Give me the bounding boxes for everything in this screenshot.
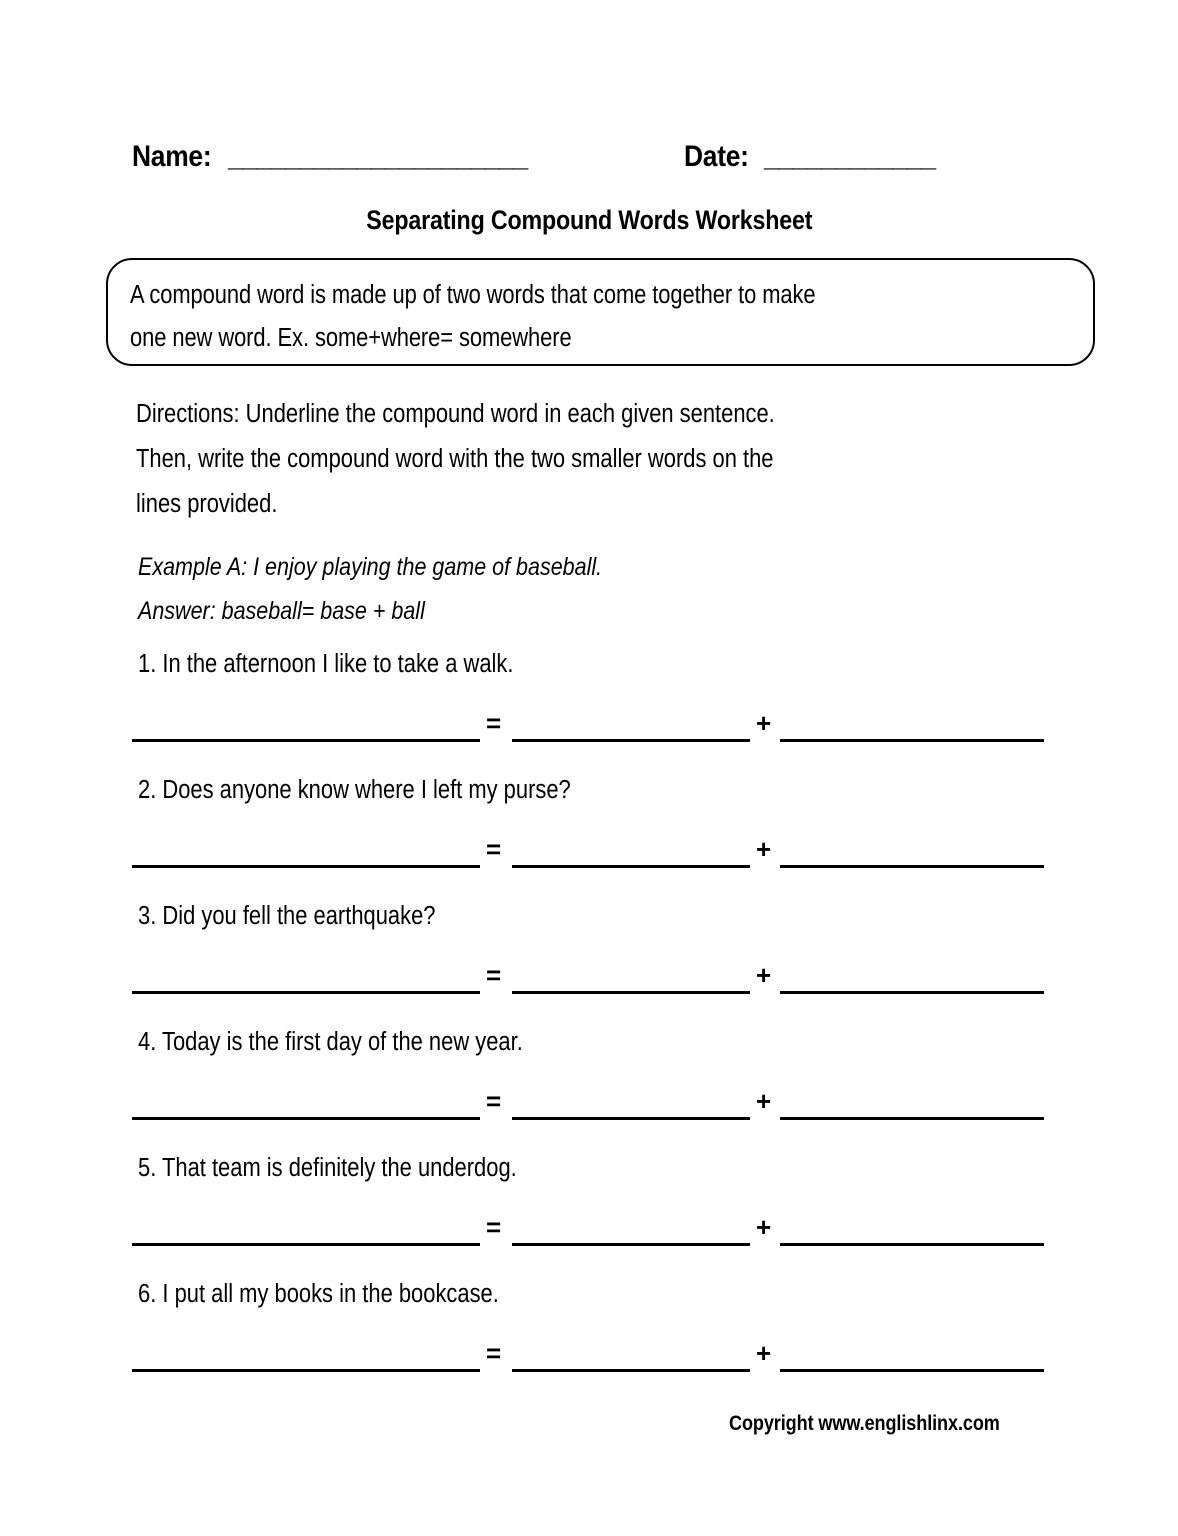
copyright-notice [0, 1412, 1044, 1436]
name-label: Name: [132, 140, 212, 173]
plus-sign: + [756, 1338, 772, 1368]
answer-blank-1[interactable] [132, 991, 480, 994]
definition-line-1: A compound word is made up of two words that come together to make [130, 281, 816, 309]
question-text [138, 650, 575, 679]
answer-row [132, 836, 1044, 876]
answer-blank-1[interactable] [132, 739, 480, 742]
answer-row [132, 710, 1044, 750]
page-title-text: Separating Compound Words Worksheet [366, 205, 812, 235]
answer-blank-3[interactable] [780, 1369, 1044, 1372]
question-sentence: 4. Today is the first day of the new year. [138, 1028, 523, 1056]
question-block [0, 1154, 1178, 1280]
question-sentence: 5. That team is definitely the underdog. [138, 1154, 517, 1182]
question-sentence: 3. Did you fell the earthquake? [138, 902, 436, 930]
question-block [0, 650, 1178, 776]
answer-blank-2[interactable] [512, 865, 750, 868]
answer-blank-2[interactable] [512, 1243, 750, 1246]
answer-blank-3[interactable] [780, 991, 1044, 994]
question-text [138, 1028, 585, 1057]
answer-blank-1[interactable] [132, 1369, 480, 1372]
name-blank-line[interactable]: _____________________ [228, 140, 528, 173]
date-label: Date: [684, 140, 749, 173]
answer-blank-3[interactable] [780, 1243, 1044, 1246]
question-sentence: 2. Does anyone know where I left my purse? [138, 776, 571, 804]
question-text [138, 902, 484, 931]
answer-blank-2[interactable] [512, 739, 750, 742]
question-sentence: 1. In the afternoon I like to take a walk. [138, 650, 514, 678]
question-text [138, 1280, 558, 1309]
copyright-text: Copyright www.englishlinx.com [729, 1412, 1000, 1435]
answer-blank-3[interactable] [780, 1117, 1044, 1120]
equals-sign: = [486, 960, 502, 990]
directions-text [136, 392, 1036, 527]
answer-blank-3[interactable] [780, 865, 1044, 868]
date-field[interactable] [684, 140, 949, 174]
answer-blank-2[interactable] [512, 991, 750, 994]
question-block [0, 902, 1178, 1028]
definition-text [130, 274, 1080, 360]
answer-blank-2[interactable] [512, 1369, 750, 1372]
answer-row [132, 1214, 1044, 1254]
definition-line-2: one new word. Ex. some+where= somewhere [130, 324, 572, 352]
equals-sign: = [486, 1086, 502, 1116]
equals-sign: = [486, 1338, 502, 1368]
question-text [138, 1154, 578, 1183]
plus-sign: + [756, 834, 772, 864]
plus-sign: + [756, 1086, 772, 1116]
example-line-1: Example A: I enjoy playing the game of baseball. [138, 553, 603, 581]
name-field[interactable] [132, 140, 553, 174]
answer-blank-1[interactable] [132, 1243, 480, 1246]
example-block [138, 545, 998, 633]
answer-blank-1[interactable] [132, 865, 480, 868]
answer-row [132, 1340, 1044, 1380]
page-title [0, 205, 1178, 236]
question-sentence: 6. I put all my books in the bookcase. [138, 1280, 499, 1308]
directions-line-2: Then, write the compound word with the two smaller words on the [136, 445, 774, 473]
equals-sign: = [486, 834, 502, 864]
plus-sign: + [756, 960, 772, 990]
answer-row [132, 1088, 1044, 1128]
plus-sign: + [756, 708, 772, 738]
question-block [0, 1028, 1178, 1154]
answer-row [132, 962, 1044, 1002]
answer-blank-2[interactable] [512, 1117, 750, 1120]
equals-sign: = [486, 708, 502, 738]
equals-sign: = [486, 1212, 502, 1242]
question-block [0, 1280, 1178, 1406]
question-block [0, 776, 1178, 902]
date-blank-line[interactable]: ____________ [763, 140, 935, 173]
question-text [138, 776, 641, 805]
directions-line-1: Directions: Underline the compound word in each given sentence. [136, 400, 775, 428]
example-line-2: Answer: baseball= base + ball [138, 597, 425, 625]
answer-blank-1[interactable] [132, 1117, 480, 1120]
definition-box [106, 258, 1095, 366]
plus-sign: + [756, 1212, 772, 1242]
directions-line-3: lines provided. [136, 490, 278, 518]
name-date-row [132, 140, 1052, 186]
answer-blank-3[interactable] [780, 739, 1044, 742]
